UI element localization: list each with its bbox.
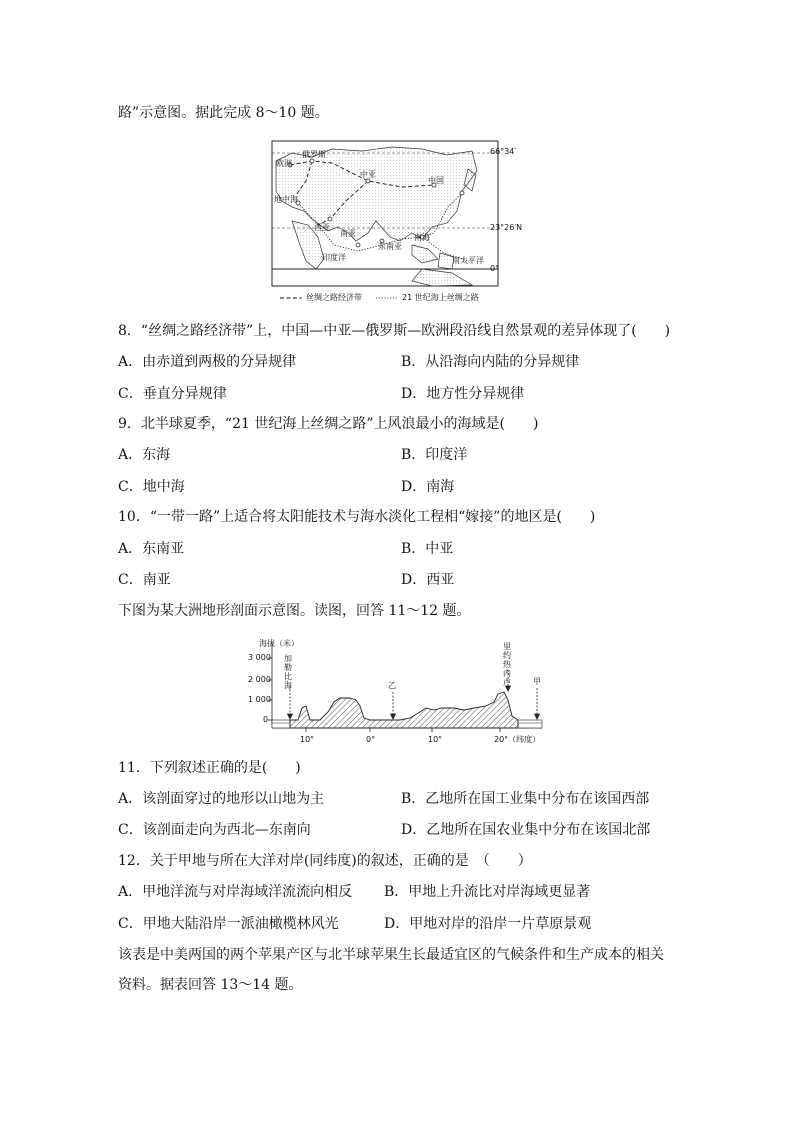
map-label-europe: 欧洲: [276, 159, 292, 168]
map-label-china: 中国: [428, 176, 444, 185]
intro-profile: 下图为某大洲地形剖面示意图。读图，回答 11～12 题。: [118, 603, 471, 619]
map-label-south-pacific: 南太平洋: [452, 256, 484, 265]
q9-option-b: B．印度洋: [401, 447, 468, 463]
q9-stem: 9．北半球夏季，“21 世纪海上丝绸之路”上风浪最小的海域是( ): [118, 416, 539, 432]
xtick-10s: 10°: [300, 735, 315, 744]
map-label-indian-ocean: 印度洋: [322, 253, 346, 262]
q11-option-d: D．乙地所在国农业集中分布在该国北部: [401, 822, 651, 838]
q8-option-c: C．垂直分异规律: [118, 386, 227, 402]
q9-option-a: A．东海: [118, 447, 171, 463]
map-label-central-asia: 中亚: [360, 170, 376, 179]
label-jia: 甲: [533, 677, 541, 686]
lat-66-label: 66°34′: [490, 147, 517, 156]
label-yi: 乙: [388, 681, 396, 690]
q9-option-d: D．南海: [401, 479, 455, 495]
intro-table-line1: 该表是中美两国的两个苹果产区与北半球苹果生长最适宜区的气候条件和生产成本的相关: [118, 947, 664, 963]
map-label-south-asia: 南亚: [340, 229, 356, 238]
q12-stem: 12．关于甲地与所在大洋对岸(同纬度)的叙述，正确的是 （ ）: [118, 853, 532, 869]
q8-stem: 8．“丝绸之路经济带”上，中国—中亚—俄罗斯—欧洲段沿线自然景观的差异体现了( ): [118, 323, 671, 339]
lat-23-label: 23°26′N: [490, 223, 523, 232]
xtick-0: 0°: [366, 735, 376, 744]
ytick-1000: 1 000: [248, 695, 271, 704]
map-label-russia: 俄罗斯: [302, 150, 326, 159]
q9-option-c: C．地中海: [118, 479, 185, 495]
map-label-south-sea: 南海: [414, 233, 430, 242]
q10-option-c: C．南亚: [118, 572, 171, 588]
label-rio: 里约热内卢: [503, 642, 511, 687]
xtick-20: 20°（纬度）: [494, 735, 541, 744]
profile-ylabel: 海拔（米）: [259, 639, 299, 648]
ytick-0: 0: [263, 715, 269, 724]
q12-option-b: B．甲地上升流比对岸海域更显著: [384, 884, 591, 900]
ytick-2000: 2 000: [248, 675, 271, 684]
q8-option-d: D．地方性分异规律: [401, 386, 525, 402]
q11-option-c: C．该剖面走向为西北—东南向: [118, 822, 311, 838]
legend-sea-route: 21 世纪海上丝绸之路: [402, 293, 479, 302]
q10-option-b: B．中亚: [401, 541, 454, 557]
q11-option-a: A．该剖面穿过的地形以山地为主: [118, 791, 325, 807]
xtick-10n: 10°: [428, 735, 443, 744]
q12-option-a: A．甲地洋流与对岸海域洋流流向相反: [118, 884, 353, 900]
q12-option-d: D．甲地对岸的沿岸一片草原景观: [384, 916, 592, 932]
q12-option-c: C．甲地大陆沿岸一派油橄榄林风光: [118, 916, 339, 932]
intro-line: 路”示意图。据此完成 8～10 题。: [118, 105, 329, 121]
ytick-3000: 3 000: [248, 653, 271, 662]
map-label-se-asia: 东南亚: [378, 242, 402, 251]
q8-option-a: A．由赤道到两极的分异规律: [118, 354, 297, 370]
q10-option-a: A．东南亚: [118, 541, 185, 557]
silk-road-map: [272, 141, 498, 304]
q10-stem: 10．“一带一路”上适合将太阳能技术与海水淡化工程相“嫁接”的地区是( ): [118, 509, 596, 525]
map-label-west-asia: 西亚: [314, 223, 330, 232]
q8-option-b: B．从沿海向内陆的分异规律: [401, 354, 580, 370]
q10-option-d: D．西亚: [401, 572, 455, 588]
q11-stem: 11．下列叙述正确的是( ): [118, 760, 301, 776]
lat-0-label: 0°: [490, 264, 500, 273]
intro-table-line2: 资料。据表回答 13～14 题。: [118, 977, 303, 993]
label-caribbean: 加勒比海: [284, 654, 292, 690]
legend-land-route: 丝绸之路经济带: [306, 293, 362, 302]
map-label-mediterranean: 地中海: [274, 195, 298, 204]
q11-option-b: B．乙地所在国工业集中分布在该国西部: [401, 791, 650, 807]
